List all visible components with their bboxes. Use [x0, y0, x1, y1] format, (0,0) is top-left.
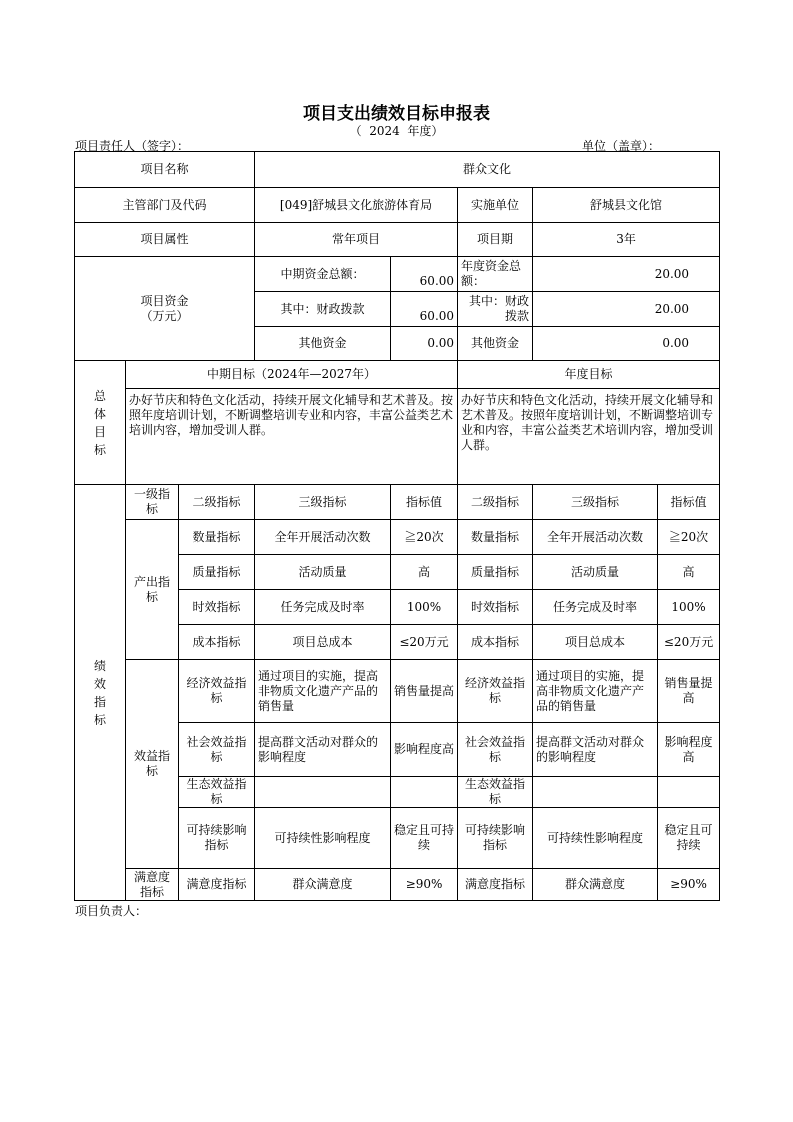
- table-cell: 任务完成及时率: [255, 590, 391, 625]
- table-cell: 可持续影响指标: [458, 808, 533, 869]
- performance-indicator-label: 绩 效 指 标: [75, 485, 126, 901]
- table-cell: 高: [391, 555, 458, 590]
- impl-unit-value: 舒城县文化馆: [533, 188, 720, 223]
- table-cell: 数量指标: [458, 520, 533, 555]
- table-cell: 任务完成及时率: [533, 590, 658, 625]
- year-other-value: 0.00: [533, 327, 720, 361]
- mid-total-label: 中期资金总额：: [255, 257, 391, 292]
- table-cell: 销售量提高: [658, 660, 720, 723]
- satisfaction-indicator-label: 满意度指标: [126, 869, 179, 901]
- year-goal-text: 办好节庆和特色文化活动，持续开展文化辅导和艺术普及。按照年度培训计划，不断调整培训专业和内容，丰富公益类艺术培训内容，增加受训人群。: [458, 389, 720, 485]
- table-cell: 活动质量: [255, 555, 391, 590]
- impl-unit-label: 实施单位: [458, 188, 533, 223]
- table-cell: 经济效益指标: [458, 660, 533, 723]
- performance-target-table: [74, 151, 720, 901]
- mid-other-label: 其他资金: [255, 327, 391, 361]
- table-cell: 销售量提高: [391, 660, 458, 723]
- year-fiscal-label: 其中：财政拨款: [458, 292, 533, 327]
- table-cell: 成本指标: [179, 625, 255, 660]
- fund-label-line2: （万元）: [140, 308, 189, 323]
- table-cell: 全年开展活动次数: [255, 520, 391, 555]
- table-cell: 活动质量: [533, 555, 658, 590]
- page-title: 项目支出绩效目标申报表: [303, 104, 490, 124]
- table-cell: ≤20万元: [658, 625, 720, 660]
- year-fiscal-value: 20.00: [533, 292, 720, 327]
- table-cell: [391, 777, 458, 808]
- table-cell: 质量指标: [458, 555, 533, 590]
- mid-other-value: 0.00: [391, 327, 458, 361]
- table-cell: 社会效益指标: [179, 723, 255, 777]
- project-attr-label: 项目属性: [75, 223, 255, 257]
- table-cell: 生态效益指标: [179, 777, 255, 808]
- table-cell: 影响程度高: [391, 723, 458, 777]
- fund-label-line1: 项目资金: [140, 293, 189, 308]
- project-period-value: 3年: [533, 223, 720, 257]
- table-cell: 100%: [391, 590, 458, 625]
- table-cell: 高: [658, 555, 720, 590]
- mid-total-value: 60.00: [391, 257, 458, 292]
- table-cell: 质量指标: [179, 555, 255, 590]
- table-cell: [658, 777, 720, 808]
- project-attr-value: 常年项目: [255, 223, 458, 257]
- department-label: 主管部门及代码: [75, 188, 255, 223]
- year-col-level3-header: 三级指标: [533, 485, 658, 520]
- mid-fiscal-value: 60.00: [391, 292, 458, 327]
- table-cell: 社会效益指标: [458, 723, 533, 777]
- year-col-value-header: 指标值: [658, 485, 720, 520]
- table-cell: 群众满意度: [255, 869, 391, 901]
- table-cell: 成本指标: [458, 625, 533, 660]
- project-name-label: 项目名称: [75, 152, 255, 188]
- table-cell: 提高群文活动对群众的影响程度: [255, 723, 391, 777]
- table-cell: 生态效益指标: [458, 777, 533, 808]
- table-cell: 项目总成本: [255, 625, 391, 660]
- benefit-indicator-label: 效益指标: [126, 660, 179, 869]
- table-cell: ≧20次: [658, 520, 720, 555]
- project-name-value: 群众文化: [255, 152, 720, 188]
- overall-goal-label: 总 体 目 标: [75, 361, 126, 485]
- table-cell: 稳定且可持续: [391, 808, 458, 869]
- table-cell: [255, 777, 391, 808]
- col-level3-header: 三级指标: [255, 485, 391, 520]
- output-indicator-label: 产出指标: [126, 520, 179, 660]
- table-cell: 可持续影响指标: [179, 808, 255, 869]
- col-value-header: 指标值: [391, 485, 458, 520]
- table-cell: ≥90%: [391, 869, 458, 901]
- table-cell: 100%: [658, 590, 720, 625]
- mid-fiscal-label: 其中：财政拨款: [255, 292, 391, 327]
- table-cell: ≤20万元: [391, 625, 458, 660]
- year-goal-header: 年度目标: [458, 361, 720, 389]
- year-other-label: 其他资金: [458, 327, 533, 361]
- table-cell: 项目总成本: [533, 625, 658, 660]
- project-fund-label: [75, 257, 255, 361]
- col-level2-header: 二级指标: [179, 485, 255, 520]
- table-cell: 时效指标: [179, 590, 255, 625]
- table-cell: [533, 777, 658, 808]
- table-cell: 通过项目的实施，提高非物质文化遗产产品的销售量: [533, 660, 658, 723]
- department-value: [049]舒城县文化旅游体育局: [255, 188, 458, 223]
- project-period-label: 项目期: [458, 223, 533, 257]
- table-cell: ≧20次: [391, 520, 458, 555]
- table-cell: 满意度指标: [458, 869, 533, 901]
- table-cell: 可持续性影响程度: [533, 808, 658, 869]
- table-cell: 满意度指标: [179, 869, 255, 901]
- year-col-level2-header: 二级指标: [458, 485, 533, 520]
- project-leader-label: 项目负责人：: [75, 904, 148, 918]
- table-cell: 数量指标: [179, 520, 255, 555]
- table-cell: ≥90%: [658, 869, 720, 901]
- mid-goal-header: 中期目标（2024年—2027年）: [126, 361, 458, 389]
- year-total-label: 年度资金总额：: [458, 257, 533, 292]
- table-cell: 经济效益指标: [179, 660, 255, 723]
- year-total-value: 20.00: [533, 257, 720, 292]
- unit-seal-label: 单位（盖章）：: [582, 139, 661, 153]
- table-cell: 通过项目的实施，提高非物质文化遗产产品的销售量: [255, 660, 391, 723]
- responsible-signature-label: 项目责任人（签字）：: [75, 139, 190, 153]
- table-cell: 稳定且可持续: [658, 808, 720, 869]
- table-cell: 提高群文活动对群众的影响程度: [533, 723, 658, 777]
- col-level1-header: 一级指标: [126, 485, 179, 520]
- table-cell: 时效指标: [458, 590, 533, 625]
- table-cell: 影响程度高: [658, 723, 720, 777]
- table-cell: 全年开展活动次数: [533, 520, 658, 555]
- table-cell: 可持续性影响程度: [255, 808, 391, 869]
- mid-goal-text: 办好节庆和特色文化活动，持续开展文化辅导和艺术普及。按照年度培训计划，不断调整培训专业和内容，丰富公益类艺术培训内容，增加受训人群。: [126, 389, 458, 485]
- table-cell: 群众满意度: [533, 869, 658, 901]
- year-subtitle: （ 2024 年度）: [349, 124, 444, 138]
